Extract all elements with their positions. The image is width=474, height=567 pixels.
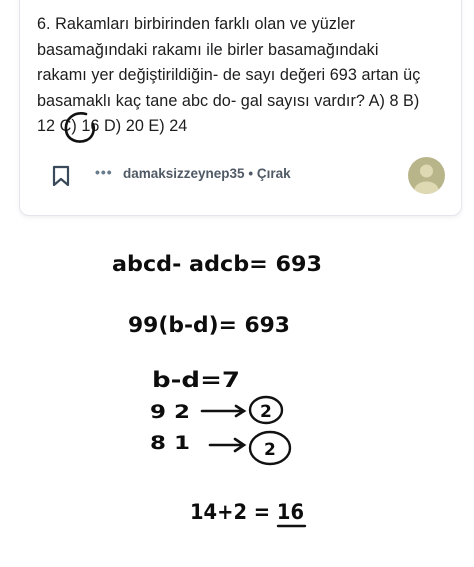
arrow-icon [202,406,244,416]
more-options-icon[interactable]: ••• [95,164,113,180]
avatar-icon[interactable] [408,157,445,194]
hw-line-2: 99(b-d)= 693 [128,313,290,337]
handwritten-solution [0,230,474,567]
circle-mark-icon [62,110,97,145]
bookmark-icon[interactable] [52,165,70,187]
hw-row-1-digits: 9 2 [150,401,190,423]
question-line-3: rakamı yer değiştirildiğin- de sayı değeri 693 artan üç [37,66,421,84]
hw-line-1: abcd- adcb= 693 [112,252,322,276]
question-line-4: basamaklı kaç tane abc do- gal sayısı vardır? A) 8 B) [37,91,420,110]
author-name[interactable]: damaksizzeynep35 [123,166,245,181]
question-line-2: basamağındaki rakamı ile birler basamağındaki [37,40,379,59]
hw-line-6: 14+2 = 16 [190,500,304,524]
author-line[interactable] [123,166,291,181]
avatar-person-icon [408,157,445,194]
meta-separator: • [248,166,254,181]
hw-row-2-digits: 8 1 [150,432,190,454]
hw-line-3: b-d=7 [152,368,240,392]
hw-row-2-result: 2 [264,440,276,460]
hw-row-1-result: 2 [260,402,272,422]
question-text [37,12,457,140]
question-line-1: 6. Rakamları birbirinden farklı olan ve yüzler [37,15,356,33]
author-rank: Çırak [256,166,291,181]
question-meta-bar [52,160,452,190]
question-line-5: 12 C) 16 D) 20 E) 24 [37,117,188,135]
arrow-icon [210,439,244,451]
